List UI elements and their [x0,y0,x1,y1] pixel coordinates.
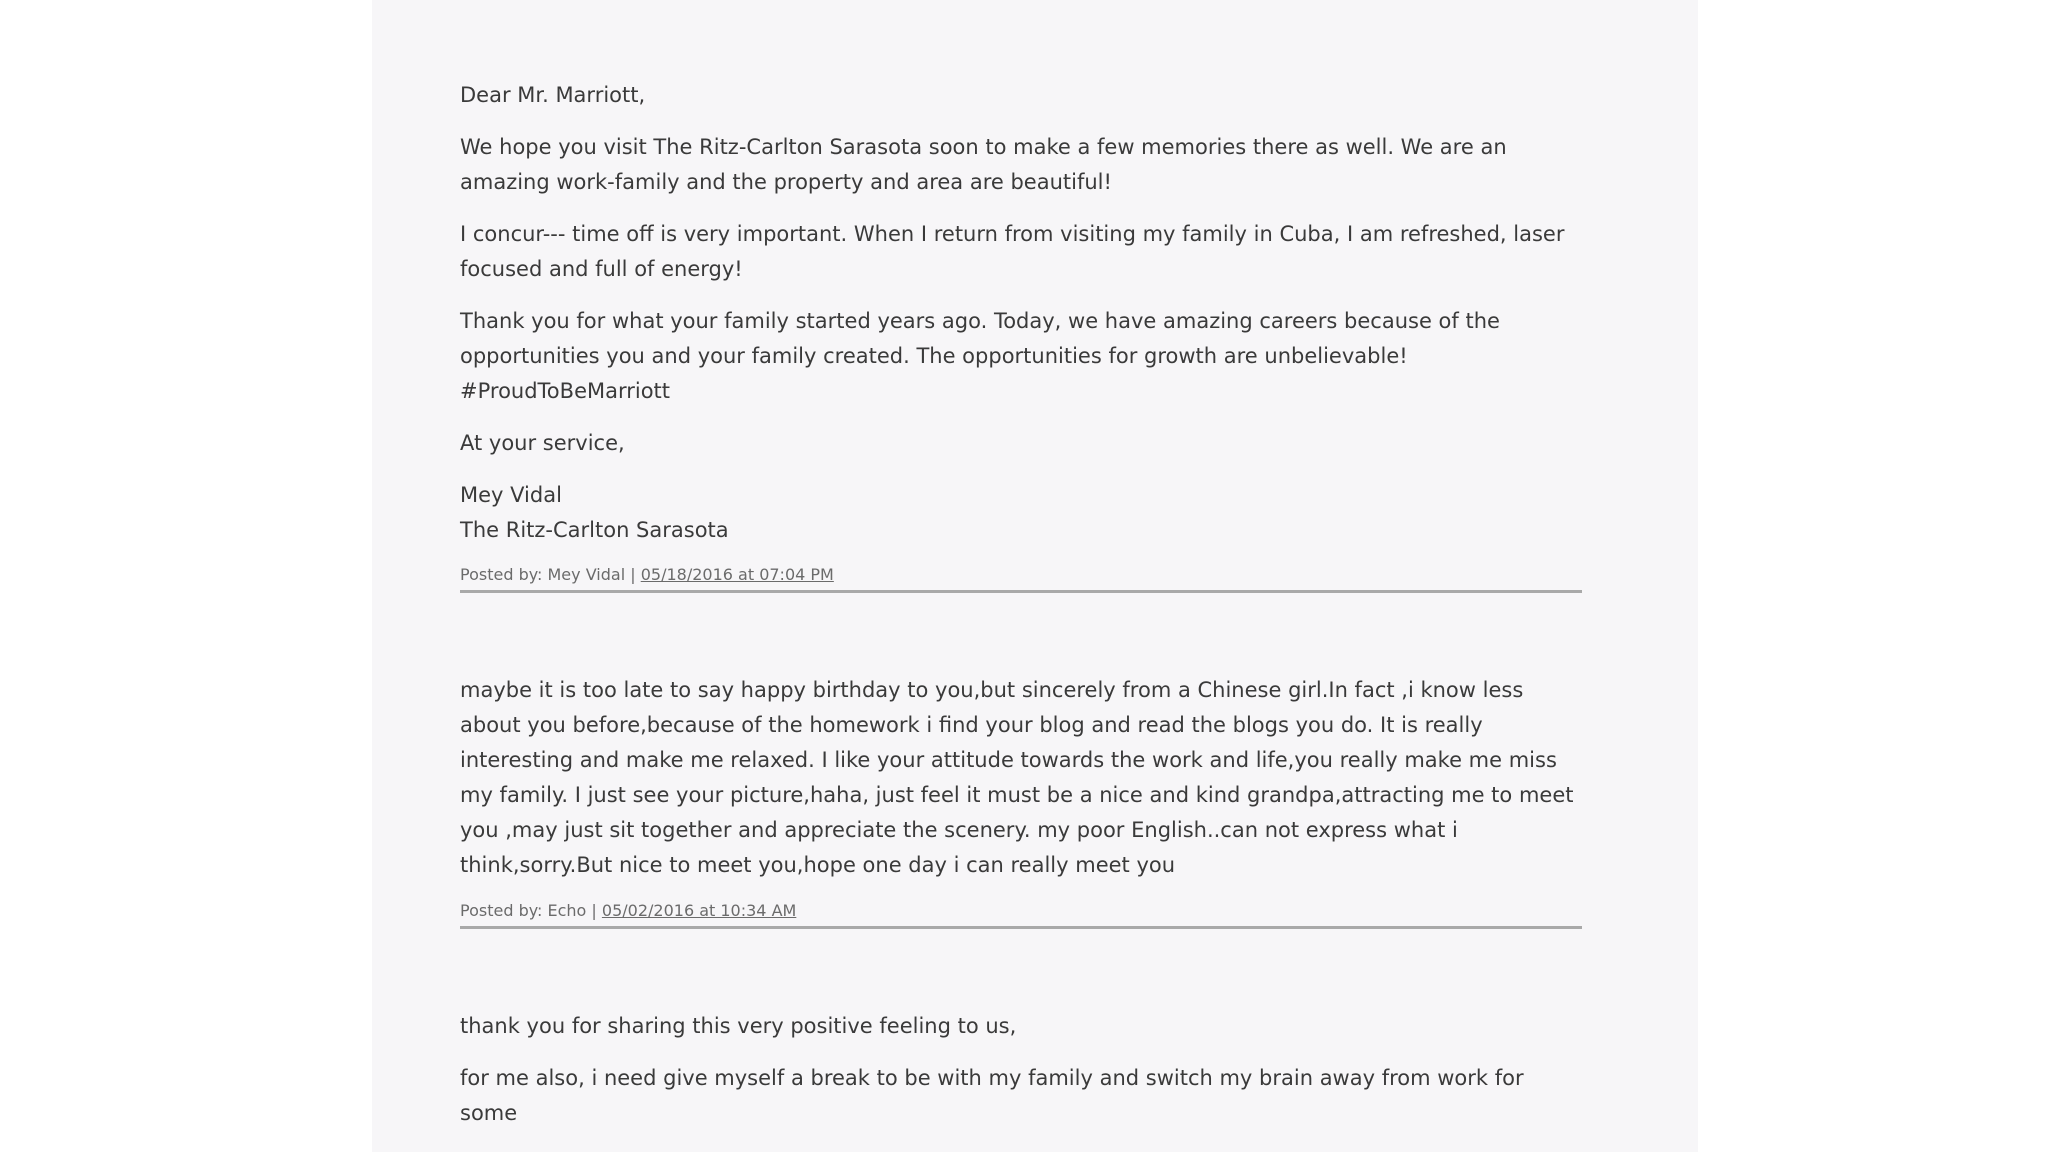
comment-divider [460,926,1582,929]
posted-by [460,564,1582,586]
comment-2 [460,673,1582,929]
comment-permalink[interactable]: 05/02/2016 at 10:34 AM [601,901,797,920]
comment-divider [460,590,1582,593]
comment-3 [460,1009,1582,1131]
comment-paragraph: maybe it is too late to say happy birthday to you,but sincerely from a Chinese girl.In fact ,i know less about you before,because of the homework i find your blog and read the blogs you do. It is really interesting and make me relaxed. I like your attitude towards the work and life,you really make me miss my family. I just see your picture,haha, just feel it must be a nice and kind grandpa,attracting me to meet you ,may just sit together and appreciate the scenery. my poor English..can not express what i think,sorry.But nice to meet you,hope one day i can really meet you [460,678,1574,877]
comment-permalink[interactable]: 05/18/2016 at 07:04 PM [640,565,834,584]
comments-list [460,78,1582,1148]
page-background [372,0,1698,1152]
comment-paragraph: At your service, [460,431,625,455]
signature-name: Mey Vidal [460,483,562,507]
comment-paragraph: thank you for sharing this very positive feeling to us, [460,1014,1017,1038]
comment-paragraph: We hope you visit The Ritz-Carlton Sarasota soon to make a few memories there as well. We are an amazing work-family and the property and area are beautiful! [460,135,1507,194]
posted-by [460,900,1582,922]
signature-organization: The Ritz-Carlton Sarasota [460,518,729,542]
comment-1 [460,78,1582,593]
comment-paragraph: for me also, i need give myself a break to be with my family and switch my brain away from work for some [460,1066,1524,1125]
comment-paragraph: Thank you for what your family started years ago. Today, we have amazing careers because of the opportunities you and your family created. The opportunities for growth are unbelievable! #ProudToBeMarriott [460,309,1500,403]
comment-paragraph: I concur--- time off is very important. When I return from visiting my family in Cuba, I am refreshed, laser focused and full of energy! [460,222,1565,281]
posted-by-label: Posted by: Echo | [460,901,602,920]
comment-paragraph: Dear Mr. Marriott, [460,83,646,107]
posted-by-label: Posted by: Mey Vidal | [460,565,641,584]
